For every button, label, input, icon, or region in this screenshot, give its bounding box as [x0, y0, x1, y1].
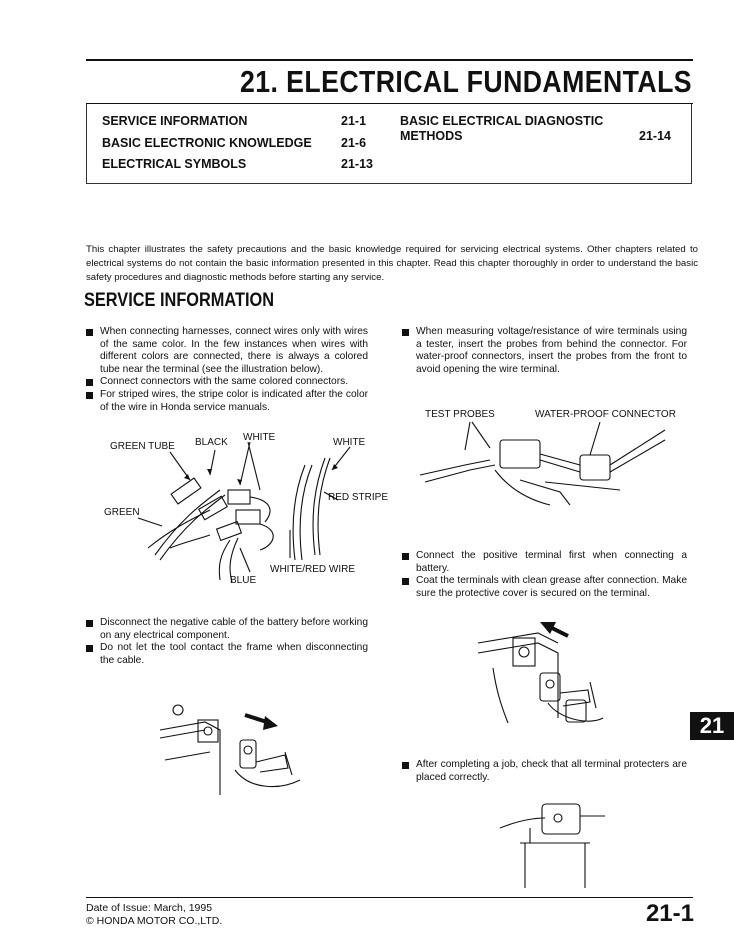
label-white-left: WHITE — [243, 432, 276, 443]
right-bullets-bottom — [402, 759, 687, 784]
battery-negative-terminal-illustration — [160, 700, 310, 795]
footer-date: Date of Issue: March, 1995 — [86, 902, 213, 914]
table-of-contents — [86, 104, 692, 184]
bullet-item: Connect the positive terminal first when connecting a battery. — [402, 550, 687, 575]
label-waterproof-connector: WATER-PROOF CONNECTOR — [535, 409, 676, 420]
label-blue: BLUE — [230, 575, 257, 586]
right-bullets-middle — [402, 550, 687, 600]
label-red-stripe: RED STRIPE — [328, 492, 389, 503]
toc-item-basic-diagnostic-line1[interactable]: BASIC ELECTRICAL DIAGNOSTIC — [400, 114, 604, 128]
header-rule — [86, 59, 693, 61]
toc-item-service-information[interactable]: SERVICE INFORMATION — [102, 114, 248, 128]
toc-page-basic-electronic-knowledge: 21-6 — [341, 136, 367, 150]
label-test-probes: TEST PROBES — [425, 409, 495, 420]
label-green: GREEN — [104, 507, 140, 518]
label-white-red-wire: WHITE/RED WIRE — [270, 564, 355, 575]
test-probe-diagram — [420, 420, 670, 510]
left-bullets-top — [86, 326, 368, 414]
chapter-tab[interactable]: 21 — [690, 712, 734, 740]
bullet-item: After completing a job, check that all terminal protecters are placed correctly. — [402, 759, 687, 784]
footer-copyright: © HONDA MOTOR CO.,LTD. — [86, 915, 223, 927]
label-green-tube: GREEN TUBE — [110, 441, 175, 452]
bullet-item: When connecting harnesses, connect wires only with wires of the same color. In the few instances when wires with different colors are connected, there is always a colored tube near the terminal (see the illustration below). — [86, 326, 368, 376]
toc-page-basic-diagnostic: 21-14 — [639, 129, 671, 143]
chapter-title: 21. ELECTRICAL FUNDAMENTALS — [239, 64, 692, 99]
toc-item-basic-electronic-knowledge[interactable]: BASIC ELECTRONIC KNOWLEDGE — [102, 136, 312, 150]
footer-rule — [86, 897, 693, 898]
toc-page-electrical-symbols: 21-13 — [341, 157, 373, 171]
toc-item-basic-diagnostic-line2[interactable]: METHODS — [400, 129, 463, 143]
bullet-item: Coat the terminals with clean grease after connection. Make sure the protective cover is secured on the terminal. — [402, 575, 687, 600]
left-bullets-bottom — [86, 617, 368, 667]
bullet-item: When measuring voltage/resistance of wire terminals using a tester, insert the probes from behind the connector. For water-proof connectors, insert the probes from the front to avoid opening the wire terminal. — [402, 326, 687, 376]
label-white-right: WHITE — [333, 437, 366, 448]
terminal-protector-illustration — [500, 798, 610, 888]
bullet-item: Connect connectors with the same colored connectors. — [86, 376, 368, 389]
toc-page-service-information: 21-1 — [341, 114, 367, 128]
right-bullets-top — [402, 326, 687, 376]
section-title: SERVICE INFORMATION — [84, 290, 275, 311]
page-number: 21-1 — [645, 900, 694, 927]
intro-paragraph: This chapter illustrates the safety precautions and the basic knowledge required for servicing electrical systems. Other chapters related to electrical systems do not contain the basic information presented in this chapter. Read this chapter thoroughly in order to understand the basic safety procedures and diagnostic methods before starting any service. — [86, 244, 698, 283]
bullet-item: Do not let the tool contact the frame when disconnecting the cable. — [86, 642, 368, 667]
label-black: BLACK — [195, 437, 228, 448]
toc-item-electrical-symbols[interactable]: ELECTRICAL SYMBOLS — [102, 157, 247, 171]
bullet-item: Disconnect the negative cable of the battery before working on any electrical component. — [86, 617, 368, 642]
bullet-item: For striped wires, the stripe color is indicated after the color of the wire in Honda service manuals. — [86, 389, 368, 414]
battery-positive-terminal-illustration — [478, 618, 628, 728]
